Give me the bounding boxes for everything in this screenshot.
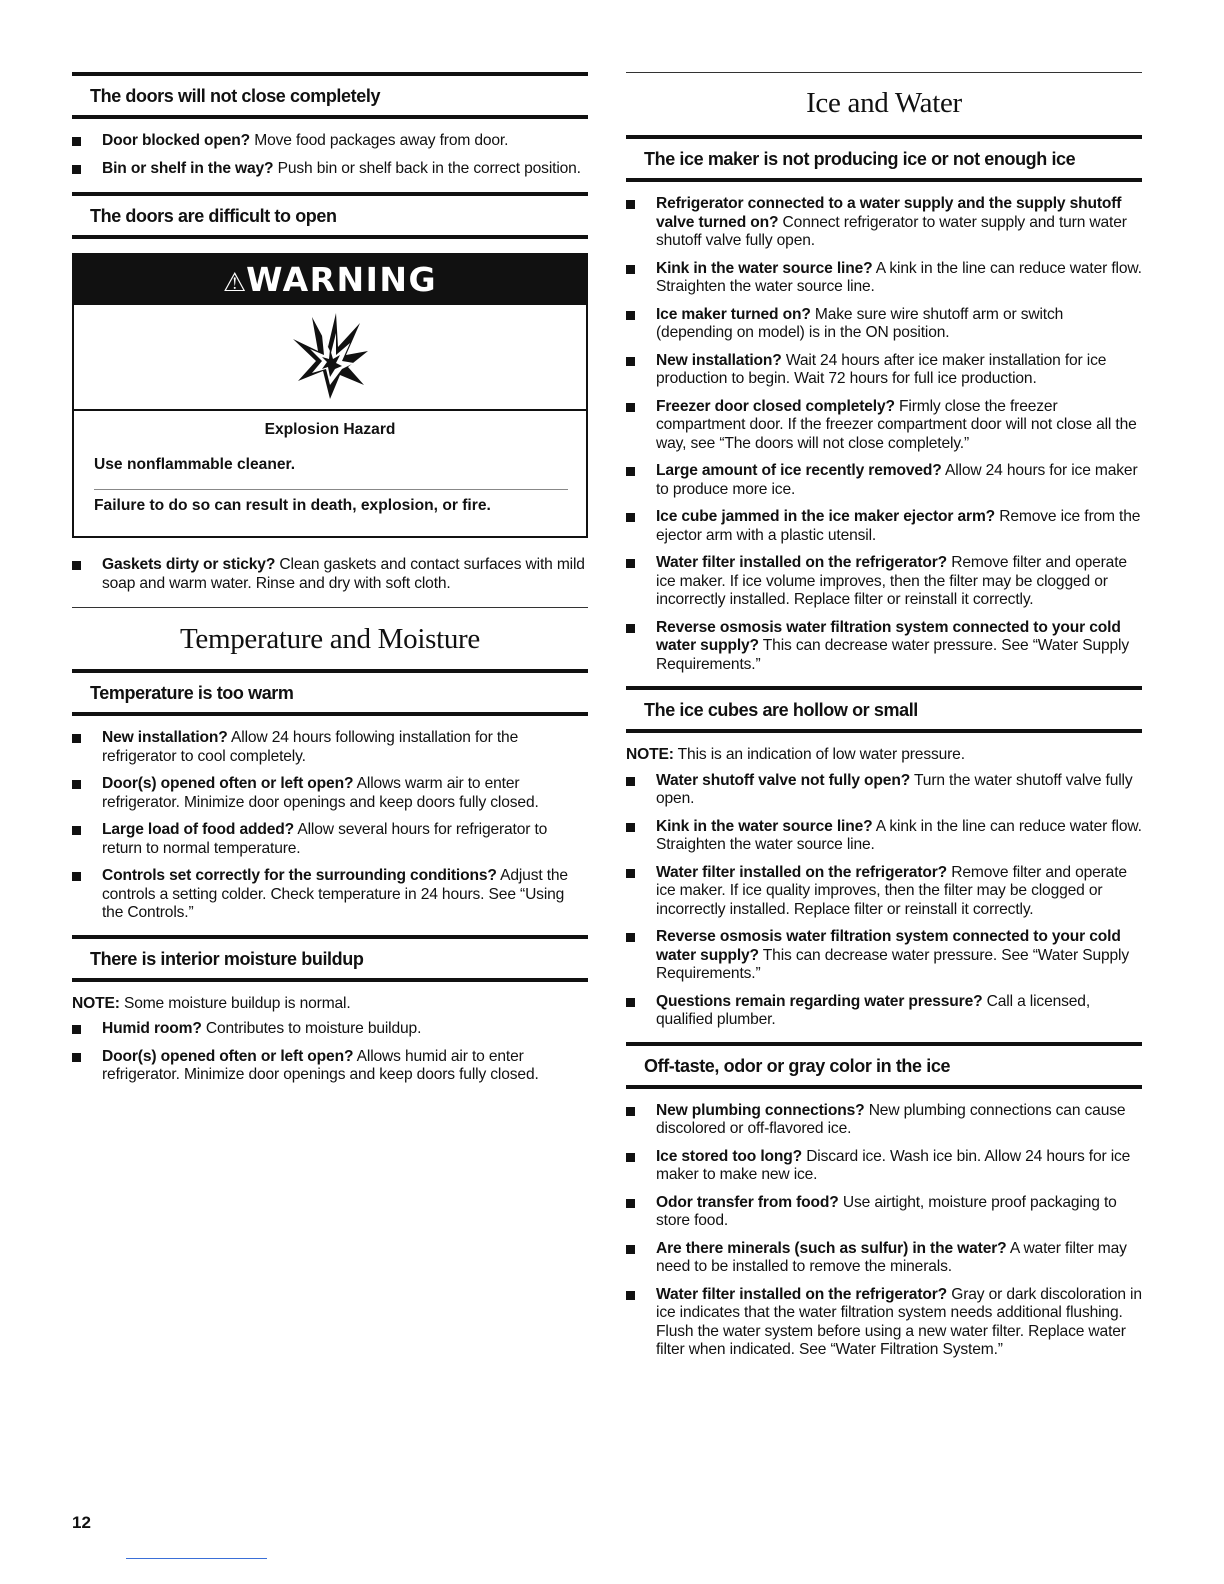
heading-too-warm: Temperature is too warm bbox=[72, 669, 588, 716]
gaskets-list bbox=[72, 556, 588, 593]
list-item: Water filter installed on the refrigerator? Remove filter and operate ice maker. If ice volume improves, then the filter may be clogged or incorrectly installed. Replace filter or reinstall it correctly. bbox=[626, 554, 1142, 610]
list-item: New installation? Wait 24 hours after ice maker installation for ice production to begin. Wait 72 hours for full ice production. bbox=[626, 352, 1142, 389]
warning-line-2: Failure to do so can result in death, explosion, or fire. bbox=[94, 489, 568, 515]
page-number: 12 bbox=[72, 1513, 91, 1532]
list-item: Ice cube jammed in the ice maker ejector arm? Remove ice from the ejector arm with a plastic utensil. bbox=[626, 508, 1142, 545]
warning-line-1: Use nonflammable cleaner. bbox=[94, 456, 296, 473]
warning-label: WARNING bbox=[246, 260, 438, 299]
doors-close-list bbox=[72, 132, 588, 178]
list-item: Door blocked open? Move food packages away from door. bbox=[72, 132, 588, 151]
list-item: Ice maker turned on? Make sure wire shutoff arm or switch (depending on model) is in the ON position. bbox=[626, 306, 1142, 343]
section-title-ice-water: Ice and Water bbox=[806, 87, 962, 119]
right-column bbox=[626, 72, 1142, 1369]
list-item: Large amount of ice recently removed? Allow 24 hours for ice maker to produce more ice. bbox=[626, 462, 1142, 499]
hollow-list bbox=[626, 772, 1142, 1030]
list-item: Questions remain regarding water pressure? Call a licensed, qualified plumber. bbox=[626, 993, 1142, 1030]
list-item: Are there minerals (such as sulfur) in the water? A water filter may need to be installed to remove the minerals. bbox=[626, 1240, 1142, 1277]
list-item: New plumbing connections? New plumbing connections can cause discolored or off-flavored ice. bbox=[626, 1102, 1142, 1139]
warning-hazard: Explosion Hazard bbox=[264, 421, 396, 438]
section-title-temperature: Temperature and Moisture bbox=[180, 623, 480, 655]
list-item: Odor transfer from food? Use airtight, moisture proof packaging to store food. bbox=[626, 1194, 1142, 1231]
list-item: Kink in the water source line? A kink in the line can reduce water flow. Straighten the water source line. bbox=[626, 260, 1142, 297]
list-item: Water shutoff valve not fully open? Turn the water shutoff valve fully open. bbox=[626, 772, 1142, 809]
heading-hollow: The ice cubes are hollow or small bbox=[626, 686, 1142, 733]
list-item: Ice stored too long? Discard ice. Wash ice bin. Allow 24 hours for ice maker to make new ice. bbox=[626, 1148, 1142, 1185]
list-item: New installation? Allow 24 hours following installation for the refrigerator to cool completely. bbox=[72, 729, 588, 766]
hollow-note: NOTE: This is an indication of low water pressure. bbox=[626, 746, 965, 763]
list-item: Door(s) opened often or left open? Allows warm air to enter refrigerator. Minimize door openings and keep doors fully closed. bbox=[72, 775, 588, 812]
list-item: Humid room? Contributes to moisture buildup. bbox=[72, 1020, 588, 1039]
list-item: Door(s) opened often or left open? Allows humid air to enter refrigerator. Minimize door openings and keep doors fully closed. bbox=[72, 1048, 588, 1085]
list-item: Gaskets dirty or sticky? Clean gaskets and contact surfaces with mild soap and warm water. Rinse and dry with soft cloth. bbox=[72, 556, 588, 593]
list-item: Kink in the water source line? A kink in the line can reduce water flow. Straighten the water source line. bbox=[626, 818, 1142, 855]
list-item: Controls set correctly for the surrounding conditions? Adjust the controls a setting colder. Check temperature in 24 hours. See “Using the Controls.” bbox=[72, 867, 588, 923]
list-item: Reverse osmosis water filtration system connected to your cold water supply? This can decrease water pressure. See “Water Supply Requirements.” bbox=[626, 928, 1142, 984]
warning-box bbox=[72, 253, 588, 538]
list-item: Refrigerator connected to a water supply and the supply shutoff valve turned on? Connect refrigerator to water supply and turn water shutoff valve fully open. bbox=[626, 195, 1142, 251]
list-item: Water filter installed on the refrigerator? Gray or dark discoloration in ice indicates that the water filtration system needs additional flushing. Flush the water system before using a new water filter. Replace water filter when indicated. See “Water Filtration System.” bbox=[626, 1286, 1142, 1360]
off-taste-list bbox=[626, 1102, 1142, 1360]
explosion-icon bbox=[74, 305, 586, 411]
heading-not-producing: The ice maker is not producing ice or not enough ice bbox=[626, 135, 1142, 182]
heading-doors-close: The doors will not close completely bbox=[72, 72, 588, 119]
list-item: Reverse osmosis water filtration system connected to your cold water supply? This can decrease water pressure. See “Water Supply Requirements.” bbox=[626, 619, 1142, 675]
moisture-note: NOTE: Some moisture buildup is normal. bbox=[72, 994, 351, 1012]
not-producing-list bbox=[626, 195, 1142, 674]
list-item: Large load of food added? Allow several hours for refrigerator to return to normal temperature. bbox=[72, 821, 588, 858]
warning-triangle-icon: ⚠ bbox=[222, 268, 247, 298]
footer-rule bbox=[126, 1558, 267, 1559]
heading-off-taste: Off-taste, odor or gray color in the ice bbox=[626, 1042, 1142, 1089]
warning-banner bbox=[74, 255, 586, 305]
list-item: Bin or shelf in the way? Push bin or shelf back in the correct position. bbox=[72, 160, 588, 179]
moisture-list bbox=[72, 1020, 588, 1085]
left-column bbox=[72, 72, 588, 1094]
too-warm-list bbox=[72, 729, 588, 923]
list-item: Water filter installed on the refrigerator? Remove filter and operate ice maker. If ice quality improves, then the filter may be clogged or incorrectly installed. Replace filter or reinstall it correctly. bbox=[626, 864, 1142, 920]
heading-moisture: There is interior moisture buildup bbox=[72, 935, 588, 982]
heading-doors-open: The doors are difficult to open bbox=[72, 192, 588, 239]
warning-text bbox=[74, 411, 586, 536]
list-item: Freezer door closed completely? Firmly close the freezer compartment door. If the freezer compartment door will not close all the way, see “The doors will not close completely.” bbox=[626, 398, 1142, 454]
